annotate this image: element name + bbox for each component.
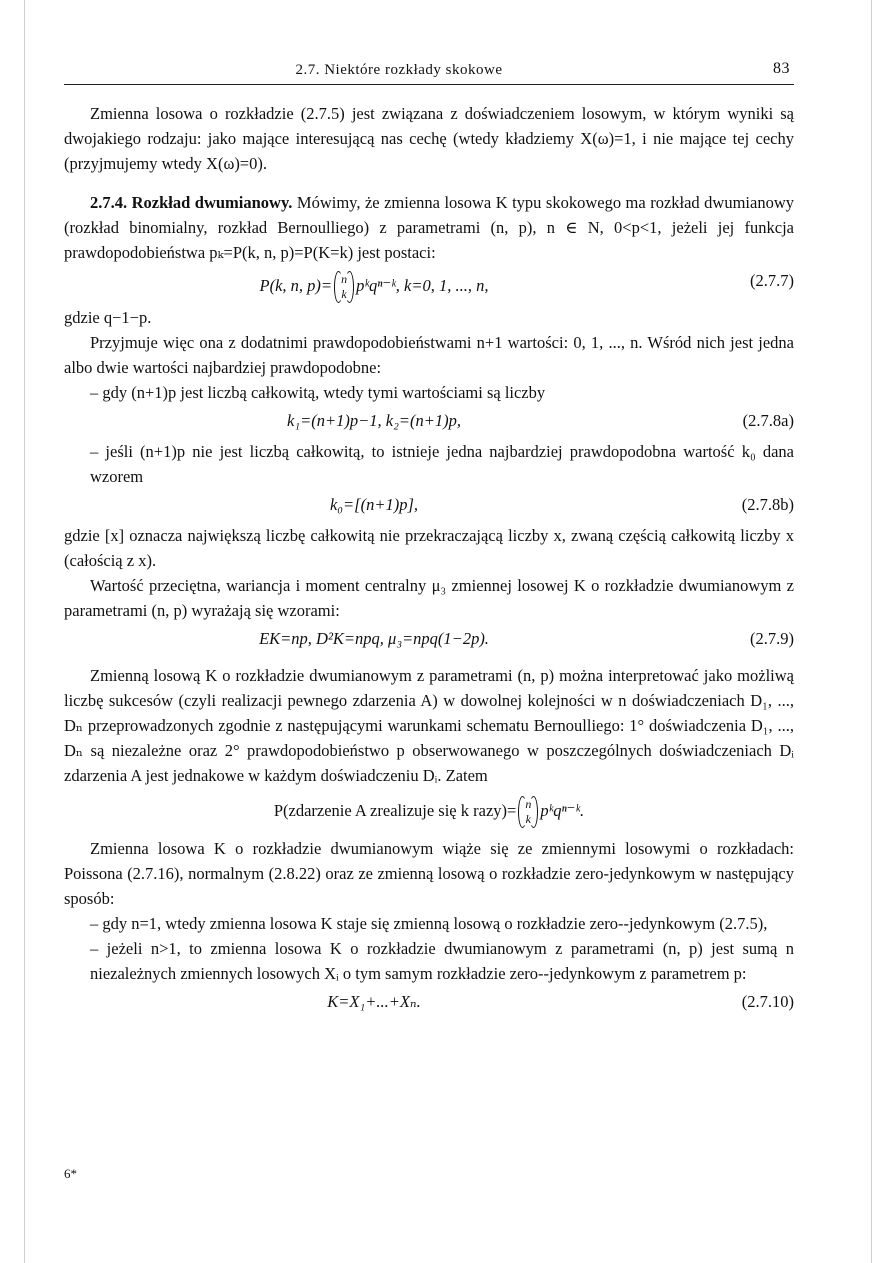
section-intro: Mówimy, że zmienna losowa K typu skokowego ma rozkład dwumianowy (rozkład binomialny, rozkład Bernoulliego) z parametrami (n, p), n ∈ N, 0<p<1, jeżeli jej funkcja prawdopodobieństwa pₖ=P(k, n, p)=P(K=k) jest postaci: xyxy=(64,193,794,262)
case-non-integer: – jeśli (n+1)p nie jest liczbą całkowitą, to istnieje jedna najbardziej prawdopodobna wartość k₀ dana wzorem xyxy=(90,442,794,486)
equation-2-7-8a: k₁=(n+1)p−1, k₂=(n+1)p, (2.7.8a) xyxy=(287,411,794,430)
equation-number: (2.7.10) xyxy=(741,992,794,1011)
paragraph-values: Przyjmuje więc ona z dodatnimi prawdopodobieństwami n+1 wartości: 0, 1, ..., n. Wśród nich jest jedna albo dwie wartości najbardziej prawdopodobne: xyxy=(64,333,794,377)
section-heading: 2.7.4. Rozkład dwumianowy. xyxy=(90,193,293,212)
header-title: 2.7. Niektóre rozkłady skokowe xyxy=(295,62,503,78)
binomial-coefficient: n k xyxy=(334,271,354,303)
paragraph-floor: gdzie [x] oznacza największą liczbę całkowitą nie przekraczającą liczby x, zwaną częścią całkowitą liczby x (całością z x). xyxy=(64,526,794,570)
equation-number: (2.7.8b) xyxy=(741,495,794,514)
section-2-7-4 xyxy=(64,190,794,265)
paragraph-interpretation: Zmienną losową K o rozkładzie dwumianowym z parametrami (n, p) można interpretować jako możliwą liczbę sukcesów (czyli realizacji pewnego zdarzenia A) w dowolnej kolejności w n doświadczeniach D₁, ..., Dₙ przeprowadzonych zgodnie z następującymi warunkami schematu Bernoulliego: 1° doświadczenia D₁, ..., Dₙ są niezależne oraz 2° prawdopodobieństwo p obserwowanego w poszczególnych doświadczeniach Dᵢ zdarzenia A jest jednakowe w każdym doświadczeniu Dᵢ. Zatem xyxy=(64,666,794,785)
eq-rhs: pᵏqⁿ⁻ᵏ, k=0, 1, ..., n, xyxy=(356,275,489,295)
eq-lhs: P(zdarzenie A zrealizuje się k razy)= xyxy=(273,800,517,820)
equation-2-7-9: EK=np, D²K=npq, μ₃=npq(1−2p). (2.7.9) xyxy=(259,629,794,648)
equation-number: (2.7.8a) xyxy=(742,411,794,430)
paragraph-intro: Zmienna losowa o rozkładzie (2.7.5) jest związana z doświadczeniem losowym, w którym wyniki są dwojakiego rodzaju: jako mające interesującą nas cechę (wtedy kładziemy X(ω)=1, i nie mające tej cechy (przyjmujemy wtedy X(ω)=0). xyxy=(64,104,794,173)
equation-number: (2.7.7) xyxy=(750,271,794,290)
eq-lhs: P(k, n, p)= xyxy=(259,275,333,295)
case-integer: – gdy (n+1)p jest liczbą całkowitą, wtedy tymi wartościami są liczby xyxy=(90,383,546,402)
equation-2-7-8b: k₀=[(n+1)p], (2.7.8b) xyxy=(329,495,794,514)
equation-2-7-7 xyxy=(64,265,794,305)
signature-mark: 6* xyxy=(64,1166,77,1181)
page-edge-left xyxy=(24,0,25,1263)
where-q: gdzie q−1−p. xyxy=(64,308,152,327)
page-number: 83 xyxy=(773,60,790,77)
running-header xyxy=(64,58,794,85)
equation-number: (2.7.9) xyxy=(750,629,794,648)
eq-rhs: pᵏqⁿ⁻ᵏ. xyxy=(540,800,585,820)
relation-n-greater-1: – jeżeli n>1, to zmienna losowa K o rozkładzie dwumianowym z parametrami (n, p) jest sumą n niezależnych zmiennych losowych Xᵢ o tym samym rozkładzie zero--jedynkowym z parametrem p: xyxy=(90,939,794,983)
equation-2-7-10: K=X₁+...+Xₙ. (2.7.10) xyxy=(327,992,794,1011)
equation-event xyxy=(64,788,794,832)
page-body xyxy=(64,58,794,1020)
binomial-coefficient: n k xyxy=(518,796,538,828)
paragraph-relations: Zmienna losowa K o rozkładzie dwumianowym wiąże się ze zmiennymi losowymi o rozkładach: Poissona (2.7.16), normalnym (2.8.22) oraz ze zmienną losową o rozkładzie zero-jedynkowym w następujący sposób: xyxy=(64,839,794,908)
paragraph-moments: Wartość przeciętna, wariancja i moment centralny μ₃ zmiennej losowej K o rozkładzie dwumianowym z parametrami (n, p) wyrażają się wzorami: xyxy=(64,576,794,620)
page-edge-right xyxy=(871,0,872,1263)
relation-n-equals-1: – gdy n=1, wtedy zmienna losowa K staje się zmienną losową o rozkładzie zero--jedynkowym (2.7.5), xyxy=(90,914,768,933)
